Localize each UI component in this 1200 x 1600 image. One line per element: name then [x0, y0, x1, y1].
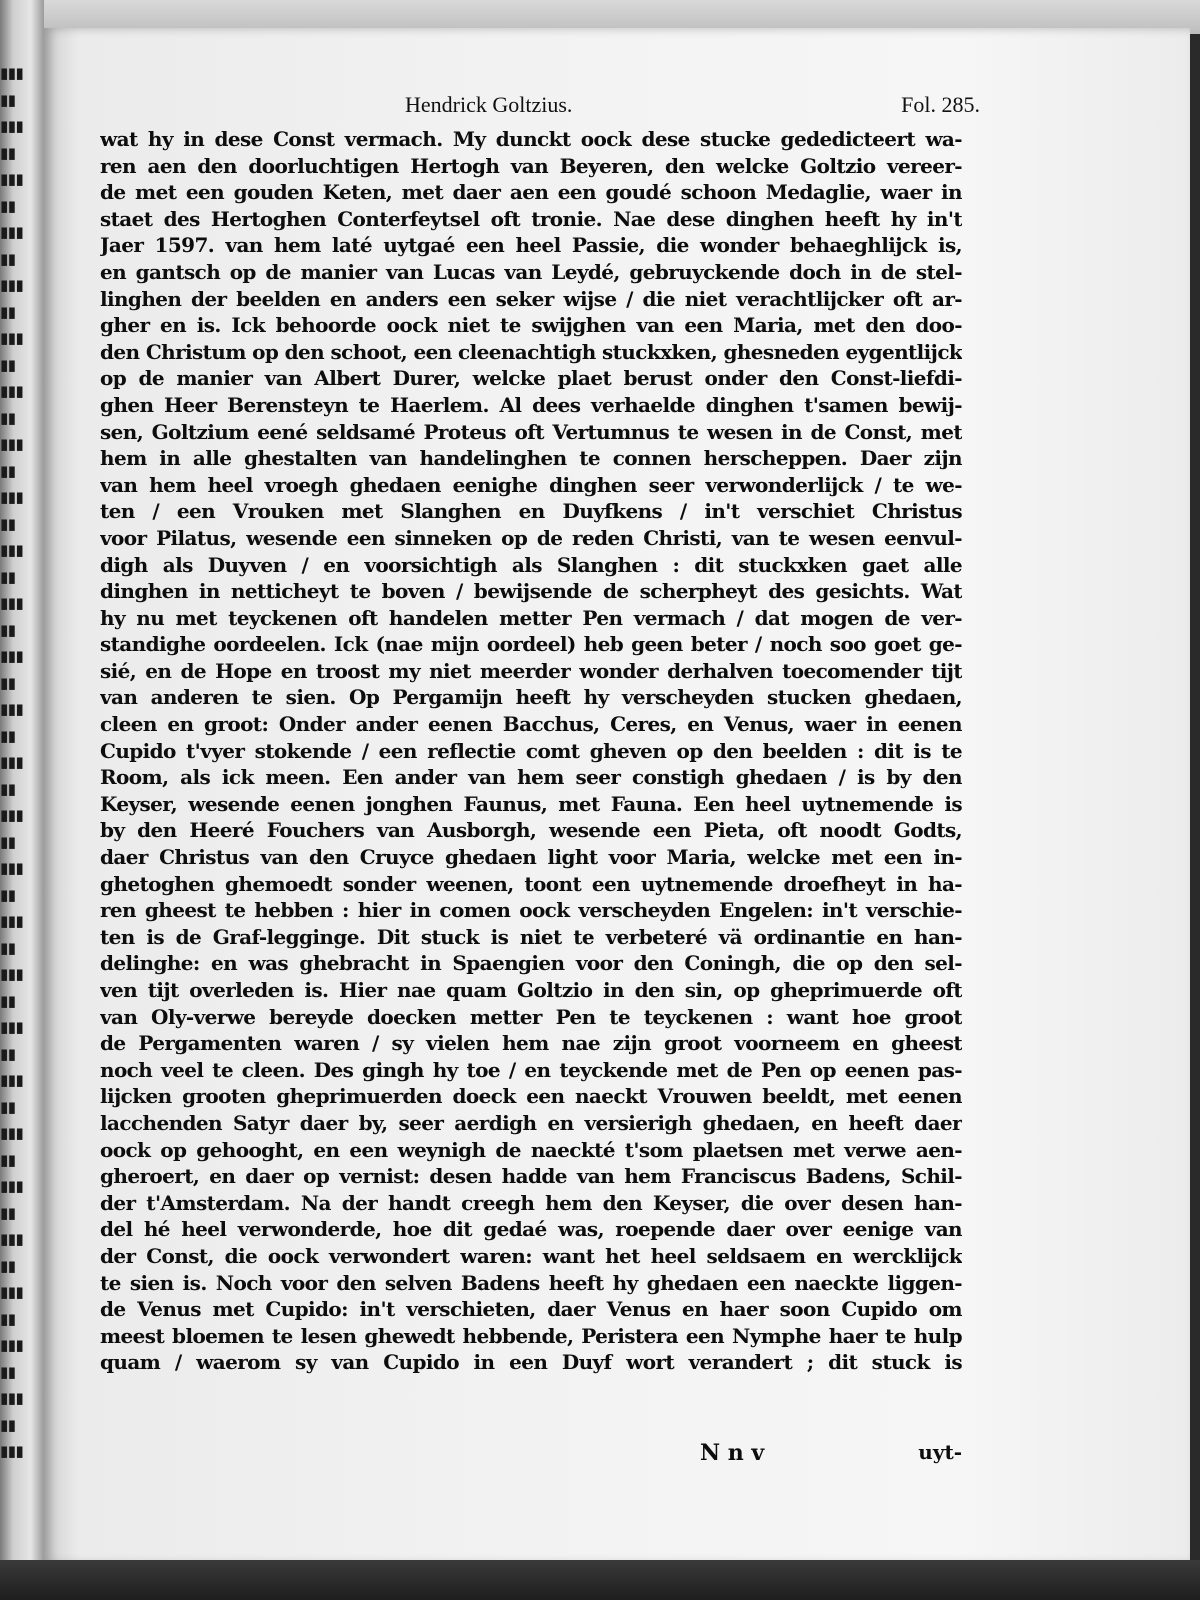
text-line: linghen der beelden en anders een seker wijse / die niet verachtlijcker oft ar- — [100, 286, 962, 311]
text-line: hem in alle ghestalten van handelinghen te connen herscheppen. Daer zijn — [100, 446, 962, 471]
text-line: de Venus met Cupido: in't verschieten, daer Venus en haer soon Cupido om — [100, 1297, 962, 1322]
text-line: Keyser, wesende eenen jonghen Faunus, met Fauna. Een heel uytnemende is — [100, 791, 962, 816]
catchword: uyt- — [918, 1440, 962, 1464]
text-line: Cupido t'vyer stokende / een reflectie comt gheven op den beelden : dit is te — [100, 738, 962, 763]
text-line: sié, en de Hope en troost my niet meerder wonder derhalven toecomender tijt — [100, 658, 962, 683]
text-line: del hé heel verwonderde, hoe dit gedaé was, roepende daer over eenige van — [100, 1217, 962, 1242]
signature-mark: N n v — [700, 1440, 765, 1466]
text-line: wat hy in dese Const vermach. My dunckt oock dese stucke gededicteert wa- — [100, 127, 962, 151]
text-line: digh als Duyven / en voorsichtigh als Slanghen : dit stuckxken gaet alle — [100, 552, 962, 577]
text-line: ghen Heer Berensteyn te Haerlem. Al dees verhaelde dinghen t'samen bewij- — [100, 392, 962, 417]
text-line: ten is de Graf-legginge. Dit stuck is niet te verbeteré vä ordinantie en han- — [100, 924, 962, 949]
text-line: by den Heeré Fouchers van Ausborgh, wesende een Pieta, oft noodt Godts, — [100, 818, 962, 843]
text-line: Room, als ick meen. Een ander van hem seer constigh ghedaen / is by den — [100, 765, 962, 790]
text-line: standighe oordeelen. Ick (nae mijn oordeel) heb geen beter / noch soo goet ge- — [100, 632, 962, 657]
text-line: daer Christus van den Cruyce ghedaen light voor Maria, welcke met een in- — [100, 845, 962, 870]
text-line: op de manier van Albert Durer, welcke plaet berust onder den Const-liefdi- — [100, 366, 962, 391]
text-line: de Pergamenten waren / sy vielen hem nae zijn groot voorneem en gheest — [100, 1031, 962, 1056]
text-line: ren aen den doorluchtigen Hertogh van Beyeren, den welcke Goltzio vereer- — [100, 153, 962, 178]
text-line: staet des Hertoghen Conterfeytsel oft tronie. Nae dese dinghen heeft hy in't — [100, 206, 962, 231]
text-line: delinghe: en was ghebracht in Spaengien voor den Coningh, die op den sel- — [100, 951, 962, 976]
text-line: dinghen in netticheyt te boven / bewijsende de scherpheyt des gesichts. Wat — [100, 579, 962, 604]
text-line: meest bloemen te lesen ghewedt hebbende, Peristera een Nymphe haer te hulp — [100, 1323, 962, 1348]
text-line: van hem heel vroegh ghedaen eenighe dinghen seer verwonderlijck / te we- — [100, 472, 962, 497]
folio-number: Fol. 285. — [901, 92, 980, 117]
text-line: van Oly-verwe bereyde doecken metter Pen te teyckenen : want hoe groot — [100, 1004, 962, 1029]
body-text — [100, 126, 962, 1376]
text-line: voor Pilatus, wesende een sinneken op de reden Christi, van te wesen eenvul- — [100, 525, 962, 550]
text-line: lijcken grooten gheprimuerden doeck een naeckt Vrouwen beeldt, met eenen — [100, 1084, 962, 1109]
book-bottom-edge — [0, 1560, 1200, 1600]
text-line: den Christum op den schoot, een cleenachtigh stuckxken, ghesneden eygentlijck — [100, 339, 962, 364]
text-line: sen, Goltzium eené seldsamé Proteus oft Vertumnus te wesen in de Const, met — [100, 419, 962, 444]
text-line: van anderen te sien. Op Pergamijn heeft hy verscheyden stucken ghedaen, — [100, 685, 962, 710]
page-footer — [100, 1440, 962, 1470]
text-line: noch veel te cleen. Des gingh hy toe / en teyckende met de Pen op eenen pas- — [100, 1057, 962, 1082]
text-line: hy nu met teyckenen oft handelen metter Pen vermach / dat mogen de ver- — [100, 605, 962, 630]
text-line: ten / een Vrouken met Slanghen en Duyfkens / in't verschiet Christus — [100, 499, 962, 524]
text-line: ren gheest te hebben : hier in comen oock verscheyden Engelen: in't verschie- — [100, 898, 962, 923]
text-line: te sien is. Noch voor den selven Badens heeft hy ghedaen een naeckte liggen- — [100, 1270, 962, 1295]
facing-page-edge — [0, 0, 44, 1600]
text-line: oock op gehooght, en een weynigh de naeckté t'som plaetsen met verwe aen- — [100, 1137, 962, 1162]
text-line: Jaer 1597. van hem laté uytgaé een heel Passie, die wonder behaeghlijck is, — [100, 233, 962, 258]
text-line: cleen en groot: Onder ander eenen Bacchus, Ceres, en Venus, waer in eenen — [100, 712, 962, 737]
text-line: lacchenden Satyr daer by, seer aerdigh en versierigh ghedaen, en heeft daer — [100, 1110, 962, 1135]
page-header — [100, 92, 980, 126]
text-line: gher en is. Ick behoorde oock niet te swijghen van een Maria, met den doo- — [100, 313, 962, 338]
text-line: der Const, die oock verwondert waren: want het heel seldsaem en wercklijck — [100, 1243, 962, 1268]
text-line: gheroert, en daer op vernist: desen hadde van hem Franciscus Badens, Schil- — [100, 1164, 962, 1189]
text-line: ven tijt overleden is. Hier nae quam Goltzio in den sin, op gheprimuerde oft — [100, 978, 962, 1002]
facing-page-ghost-text: ▮▮▮ ▮▮ ▮▮▮ ▮▮ ▮▮▮ ▮▮ ▮▮▮ ▮▮ ▮▮▮ ▮▮ ▮▮▮ ▮▮ ▮▮▮ ▮▮ ▮▮▮ ▮▮ ▮▮▮ ▮▮ ▮▮▮ ▮▮ ▮▮▮ ▮▮ ▮▮▮ ▮▮ ▮▮▮ ▮▮ ▮▮▮ ▮▮ ▮▮▮ ▮▮ ▮▮▮ ▮▮ ▮▮▮ ▮▮ ▮▮▮ ▮▮ ▮▮▮ ▮▮ ▮▮▮ ▮▮ ▮▮▮ ▮▮ ▮▮▮ ▮▮ ▮▮▮ ▮▮ ▮▮▮ ▮▮ ▮▮▮ ▮▮ ▮▮▮ ▮▮ ▮▮▮ — [0, 64, 24, 1460]
running-head: Hendrick Goltzius. — [405, 92, 573, 117]
text-line: en gantsch op de manier van Lucas van Leydé, gebruyckende doch in de stel- — [100, 259, 962, 284]
text-line: der t'Amsterdam. Na der handt creegh hem den Keyser, die over desen han- — [100, 1190, 962, 1215]
text-line: de met een gouden Keten, met daer aen een goudé schoon Medaglie, waer in — [100, 180, 962, 205]
text-line: ghetoghen ghemoedt sonder weenen, toont een uytnemende droefheyt in ha- — [100, 871, 962, 896]
text-line: quam / waerom sy van Cupido in een Duyf wort verandert ; dit stuck is — [100, 1350, 962, 1375]
